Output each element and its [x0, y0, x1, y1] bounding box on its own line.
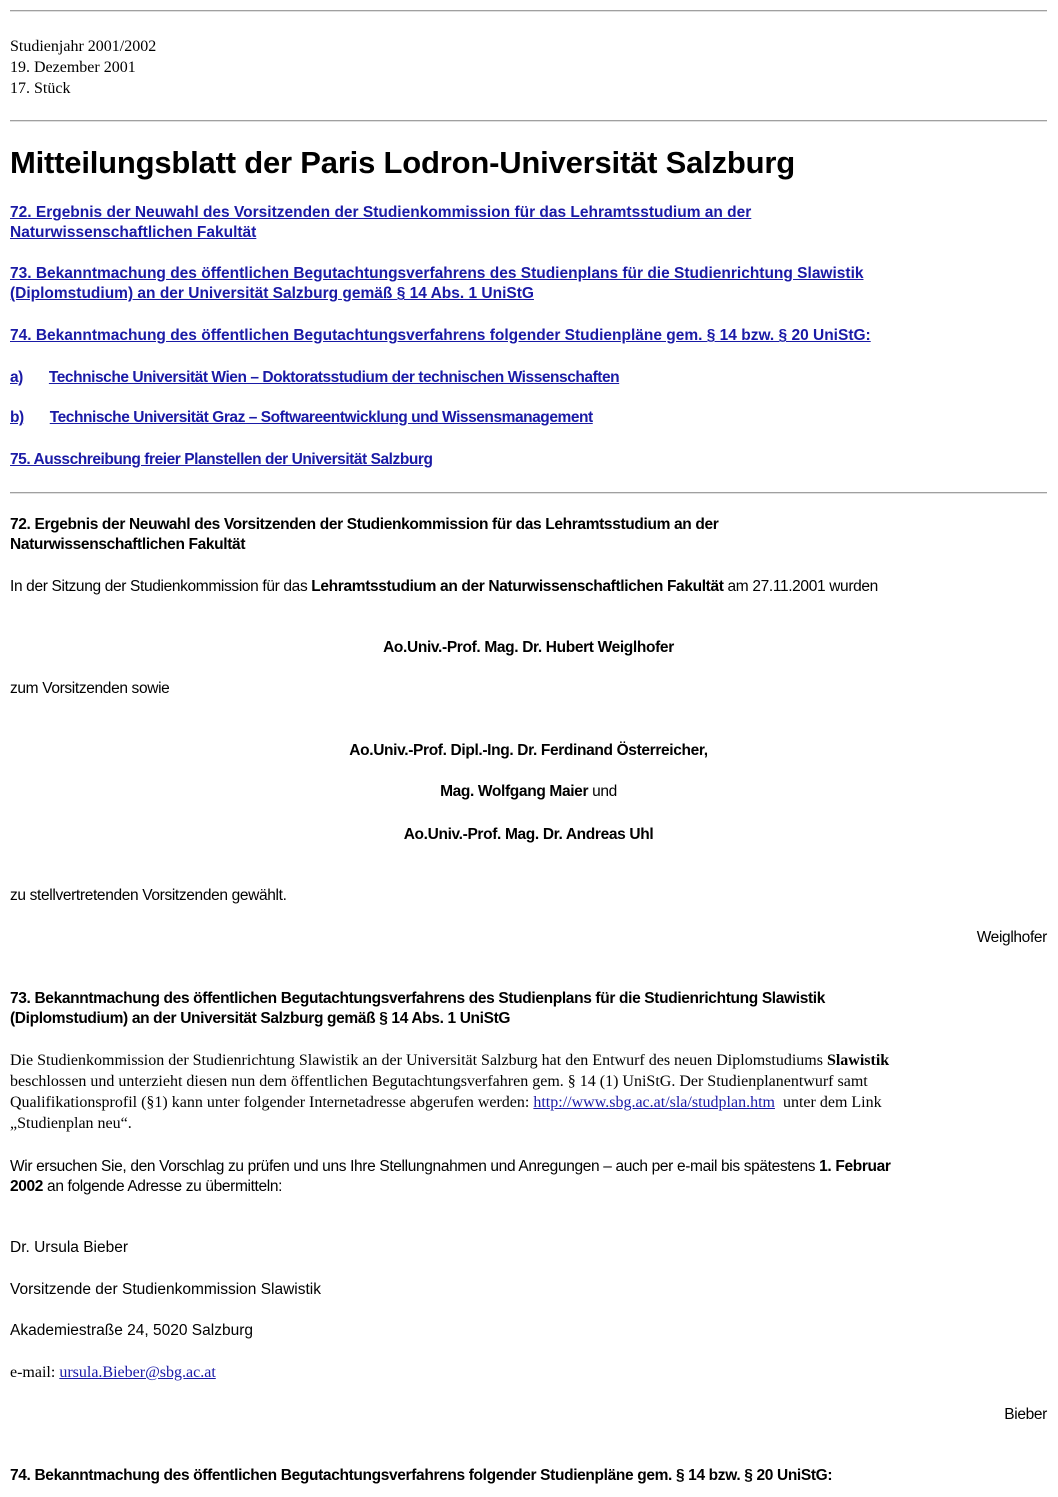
section-72-signature: Weiglhofer [976, 929, 1047, 946]
contact-role: Vorsitzende der Studienkommission Slawistik [10, 1281, 321, 1298]
issue-date: 19. Dezember 2001 [10, 59, 136, 76]
deputy-2-name: Mag. Wolfgang Maier [440, 783, 589, 800]
section-73-heading-line1: 73. Bekanntmachung des öffentlichen Begutachtungsverfahrens des Studienplans für die Studienrichtung Slawistik [10, 990, 826, 1007]
toc-item-72[interactable] [10, 203, 751, 243]
section-73-signature: Bieber [1004, 1406, 1047, 1423]
deputy-2 [10, 782, 1047, 802]
chair-name [10, 638, 1047, 658]
section-73-paragraph-1 [10, 1050, 1047, 1134]
toc-link-75[interactable]: 75. Ausschreibung freier Planstellen der Universität Salzburg [10, 451, 433, 468]
contact-name: Dr. Ursula Bieber [10, 1239, 129, 1256]
para1-line3-suffix: unter dem Link [774, 1094, 882, 1111]
page-title: Mitteilungsblatt der Paris Lodron-Universität Salzburg [10, 145, 795, 180]
section-72-heading [10, 515, 1047, 555]
toc-link-73-line1: 73. Bekanntmachung des öffentlichen Begutachtungsverfahrens des Studienplans für die Studienrichtung Slawistik [10, 265, 864, 282]
section-73-heading-line2: (Diplomstudium) an der Universität Salzburg gemäß § 14 Abs. 1 UniStG [10, 1010, 511, 1027]
toc-marker-b: b) [10, 409, 24, 426]
para1-line1-text: Die Studienkommission der Studienrichtung Slawistik an der Universität Salzburg hat den Entwurf des neuen Diplomstudiums [10, 1052, 827, 1069]
section-72-heading-line1: 72. Ergebnis der Neuwahl des Vorsitzenden der Studienkommission für das Lehramtsstudium an der [10, 516, 719, 533]
academic-year: Studienjahr 2001/2002 [10, 38, 157, 55]
deputy-3-name: Ao.Univ.-Prof. Mag. Dr. Andreas Uhl [403, 826, 654, 843]
issue-number: 17. Stück [10, 80, 71, 97]
toc-item-73[interactable] [10, 264, 864, 304]
deputies-role: zu stellvertretenden Vorsitzenden gewählt. [10, 887, 287, 904]
toc-link-74a[interactable] [10, 368, 619, 388]
deputy-1 [10, 741, 1047, 761]
toc-link-74b[interactable] [10, 408, 593, 428]
issue-header [10, 36, 156, 99]
toc-link-74b-label: Technische Universität Graz – Softwareentwicklung und Wissensmanagement [49, 409, 593, 426]
toc-item-74a[interactable] [10, 368, 619, 388]
deputy-3 [10, 825, 1047, 845]
section-72-heading-line2: Naturwissenschaftlichen Fakultät [10, 536, 246, 553]
deadline-bold-1: 1. Februar [819, 1158, 891, 1175]
toc-item-74b[interactable] [10, 408, 593, 428]
section-73-paragraph-2 [10, 1157, 1047, 1197]
deputy-1-name: Ao.Univ.-Prof. Dipl.-Ing. Dr. Ferdinand Österreicher, [349, 742, 708, 759]
intro-text: In der Sitzung der Studienkommission für das [10, 578, 312, 595]
studplan-url-link[interactable]: http://www.sbg.ac.at/sla/studplan.htm [533, 1094, 775, 1111]
top-rule [10, 10, 1047, 12]
email-label: e-mail: [10, 1364, 60, 1381]
para1-line1 [10, 1050, 1047, 1071]
section-73-heading [10, 989, 1047, 1029]
deadline-bold-2: 2002 [10, 1178, 44, 1195]
contact-email [10, 1362, 216, 1383]
para1-line1-bold: Slawistik [826, 1052, 890, 1069]
chair-name-text: Ao.Univ.-Prof. Mag. Dr. Hubert Weiglhofer [383, 639, 674, 656]
para1-line3-text: Qualifikationsprofil (§1) kann unter folgender Internetadresse abgerufen werden: [10, 1094, 534, 1111]
intro-date-text: am 27.11.2001 wurden [723, 578, 878, 595]
toc-link-72-line2: Naturwissenschaftlichen Fakultät [10, 224, 257, 241]
contact-address: Akademiestraße 24, 5020 Salzburg [10, 1322, 253, 1339]
toc-rule [10, 492, 1047, 494]
section-72-intro [10, 577, 1047, 597]
section-74-heading: 74. Bekanntmachung des öffentlichen Begutachtungsverfahrens folgender Studienpläne gem. § 14 bzw. § 20 UniStG: [10, 1467, 833, 1484]
deputy-2-suffix: und [588, 783, 617, 800]
toc-item-74[interactable] [10, 326, 871, 346]
toc-link-74a-label: Technische Universität Wien – Doktoratsstudium der technischen Wissenschaften [48, 369, 620, 386]
toc-link-73-line2: (Diplomstudium) an der Universität Salzburg gemäß § 14 Abs. 1 UniStG [10, 285, 534, 302]
para2-line2 [10, 1177, 1047, 1197]
toc-link-72-line1: 72. Ergebnis der Neuwahl des Vorsitzenden der Studienkommission für das Lehramtsstudium an der [10, 204, 752, 221]
toc-item-75[interactable] [10, 450, 432, 470]
intro-bold-text: Lehramtsstudium an der Naturwissenschaftlichen Fakultät [311, 578, 724, 595]
para2-line2-text: an folgende Adresse zu übermitteln: [43, 1178, 283, 1195]
para1-line3 [10, 1092, 1047, 1113]
toc-link-73[interactable] [10, 264, 864, 304]
para2-line1-text: Wir ersuchen Sie, den Vorschlag zu prüfen und uns Ihre Stellungnahmen und Anregungen – auch per e-mail bis spätestens [10, 1158, 820, 1175]
para1-line4: „Studienplan neu“. [10, 1115, 132, 1132]
chair-role: zum Vorsitzenden sowie [10, 680, 170, 697]
email-link[interactable]: ursula.Bieber@sbg.ac.at [59, 1364, 216, 1381]
toc-marker-a: a) [10, 369, 23, 386]
para2-line1 [10, 1157, 1047, 1177]
toc-link-74[interactable]: 74. Bekanntmachung des öffentlichen Begutachtungsverfahrens folgender Studienpläne gem. § 14 bzw. § 20 UniStG: [10, 327, 871, 344]
header-rule [10, 120, 1047, 122]
toc-link-72[interactable] [10, 203, 751, 243]
para1-line2: beschlossen und unterzieht diesen nun dem öffentlichen Begutachtungsverfahren gem. § 14 (1) UniStG. Der Studienplanentwurf samt [10, 1073, 868, 1090]
